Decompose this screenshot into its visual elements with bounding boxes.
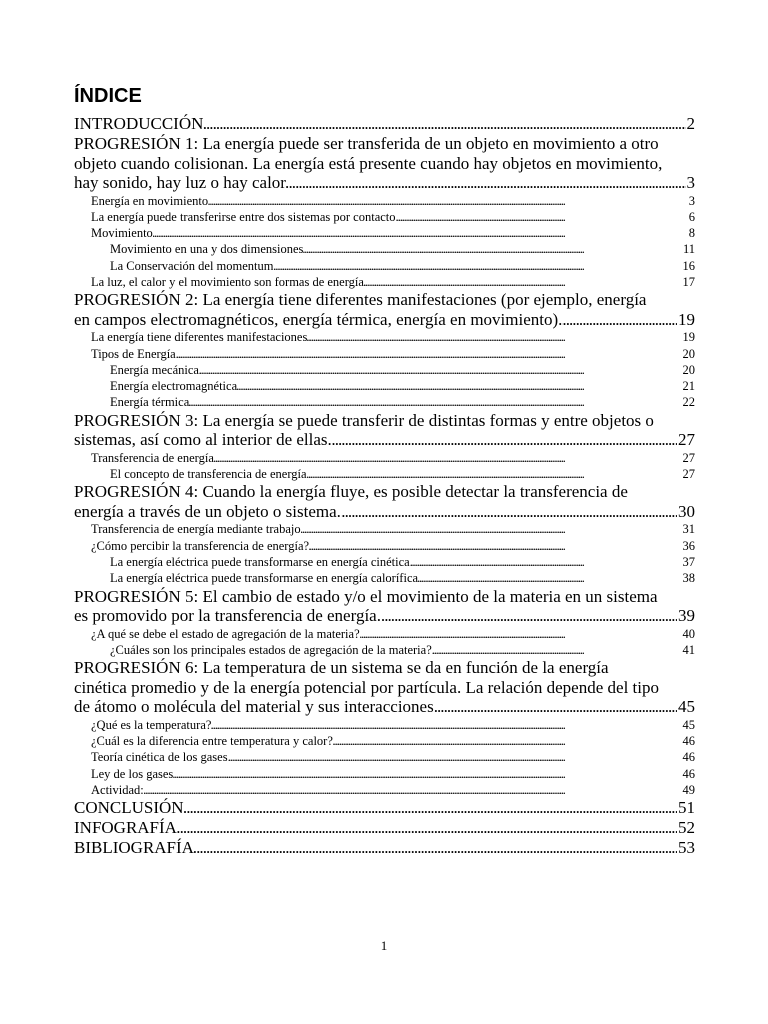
toc-entry-text: La energía eléctrica puede transformarse en energía cinética [110, 554, 410, 569]
toc-entry-text: PROGRESIÓN 1: La energía puede ser transferida de un objeto en movimiento a otro objeto cuando colisionan. La energía está presente cuando hay objetos en movimiento, hay sonido, hay luz o hay calor. [74, 134, 663, 192]
toc-entry[interactable] [91, 209, 695, 225]
toc-entry-text: ¿Cuál es la diferencia entre temperatura y calor? [91, 733, 333, 748]
toc-entry-text: La luz, el calor y el movimiento son formas de energía [91, 274, 364, 289]
toc-entry[interactable] [110, 642, 695, 658]
toc-entry-text: La energía puede transferirse entre dos sistemas por contacto [91, 209, 396, 224]
toc-entry[interactable] [91, 766, 695, 782]
toc-entry[interactable] [91, 749, 695, 765]
toc-entry-text: La energía tiene diferentes manifestaciones [91, 330, 308, 345]
toc-entry-text: La Conservación del momentum [110, 258, 274, 273]
toc-entry-text: PROGRESIÓN 2: La energía tiene diferentes manifestaciones (por ejemplo, energía en campos electromagnéticos, energía térmica, energía en movimiento). [74, 290, 647, 329]
toc-entry[interactable] [91, 225, 695, 241]
toc-entry[interactable] [91, 538, 695, 554]
page-number: 1 [380, 938, 388, 953]
toc-entry-page: 19 [682, 330, 695, 345]
toc-entry[interactable] [91, 450, 695, 466]
toc-entry[interactable] [110, 241, 695, 257]
toc-entry-page: 38 [682, 571, 695, 586]
toc-entry-text: CONCLUSIÓN [74, 798, 184, 818]
toc-entry[interactable] [110, 570, 695, 586]
toc-entry-page: 27 [682, 467, 695, 482]
toc-entry-text: Energía térmica [110, 395, 190, 410]
toc-entry-text: ¿A qué se debe el estado de agregación de la materia? [91, 626, 360, 641]
toc-entry-page: 27 [678, 430, 695, 450]
toc-entry-text: ¿Qué es la temperatura? [91, 717, 212, 732]
toc-entry[interactable] [74, 798, 695, 818]
toc-entry-text: ¿Cuáles son los principales estados de agregación de la materia? [110, 642, 432, 657]
toc-entry-page: 46 [682, 733, 695, 748]
toc-page [74, 84, 695, 858]
toc-entry-page: 37 [682, 554, 695, 569]
toc-entry[interactable] [91, 626, 695, 642]
toc-entry[interactable] [74, 134, 695, 193]
toc-entry[interactable] [74, 658, 695, 717]
toc-entry-page: 46 [682, 766, 695, 781]
toc-entry-page: 53 [678, 838, 695, 858]
toc-entry-page: 52 [678, 818, 695, 838]
toc-entry-text: Movimiento en una y dos dimensiones [110, 242, 304, 257]
toc-entry[interactable] [91, 346, 695, 362]
toc-entry-text: El concepto de transferencia de energía [110, 467, 307, 482]
toc-entry-page: 22 [682, 395, 695, 410]
toc-list [74, 114, 695, 858]
toc-entry-text: Movimiento [91, 226, 153, 241]
toc-entry-text: PROGRESIÓN 5: El cambio de estado y/o el movimiento de la materia en un sistema es promovido por la transferencia de energía. [74, 586, 658, 626]
toc-entry[interactable] [74, 482, 695, 521]
toc-entry-page: 8 [688, 226, 695, 241]
toc-entry[interactable] [74, 838, 695, 858]
toc-entry-page: 6 [688, 209, 695, 224]
toc-entry[interactable] [74, 818, 695, 838]
toc-entry-page: 16 [682, 258, 695, 273]
toc-entry[interactable] [91, 329, 695, 345]
toc-entry[interactable] [110, 362, 695, 378]
toc-entry-text: Tipos de Energía [91, 346, 176, 361]
toc-entry-text: Transferencia de energía [91, 450, 214, 465]
toc-entry-page: 46 [682, 750, 695, 765]
toc-entry[interactable] [110, 258, 695, 274]
toc-entry[interactable] [110, 378, 695, 394]
toc-heading: ÍNDICE [74, 85, 142, 107]
toc-entry-page: 11 [682, 242, 695, 257]
toc-entry-text: Teoría cinética de los gases [91, 750, 228, 765]
toc-entry-page: 27 [682, 450, 695, 465]
toc-entry-text: BIBLIOGRAFÍA [74, 838, 194, 858]
toc-entry-text: Actividad: [91, 782, 144, 797]
toc-entry-text: INTRODUCCIÓN [74, 114, 204, 133]
toc-entry-text: Transferencia de energía mediante trabajo [91, 522, 301, 537]
toc-entry-text: INFOGRAFÍA [74, 818, 177, 838]
toc-entry[interactable] [91, 782, 695, 798]
toc-entry-text: Energía en movimiento [91, 193, 209, 208]
toc-entry[interactable] [91, 733, 695, 749]
toc-entry-page: 19 [678, 309, 695, 329]
toc-entry-text: PROGRESIÓN 6: La temperatura de un sistema se da en función de la energía cinética promedio y de la energía potencial por partícula. La relación depende del tipo de átomo o molécula del material y sus interacciones. [74, 658, 659, 717]
toc-entry-page: 45 [682, 717, 695, 732]
toc-entry-page: 49 [682, 782, 695, 797]
toc-entry[interactable] [91, 521, 695, 537]
toc-entry-text: Energía electromagnética [110, 379, 238, 394]
toc-entry-text: Ley de los gases [91, 766, 174, 781]
toc-entry-page: 20 [682, 362, 695, 377]
toc-entry-page: 21 [682, 379, 695, 394]
toc-entry[interactable] [110, 394, 695, 410]
toc-entry[interactable] [74, 290, 695, 329]
toc-entry-page: 17 [682, 274, 695, 289]
toc-entry-page: 3 [686, 173, 695, 192]
toc-entry[interactable] [110, 466, 695, 482]
toc-entry-page: 40 [682, 626, 695, 641]
toc-entry-text: PROGRESIÓN 4: Cuando la energía fluye, es posible detectar la transferencia de energía a través de un objeto o sistema. [74, 482, 628, 521]
toc-entry-page: 31 [682, 522, 695, 537]
toc-entry-text: La energía eléctrica puede transformarse en energía calorífica [110, 571, 419, 586]
toc-entry-page: 39 [678, 606, 695, 626]
toc-entry-page: 30 [678, 501, 695, 521]
toc-entry-text: Energía mecánica [110, 362, 199, 377]
toc-entry[interactable] [91, 717, 695, 733]
toc-entry-page: 45 [678, 697, 695, 717]
toc-entry[interactable] [110, 554, 695, 570]
toc-entry-page: 51 [678, 798, 695, 818]
toc-entry[interactable] [74, 411, 695, 450]
toc-entry-page: 41 [682, 642, 695, 657]
toc-entry[interactable] [74, 114, 695, 134]
toc-entry-page: 36 [682, 538, 695, 553]
toc-entry[interactable] [74, 587, 695, 626]
toc-entry-text: ¿Cómo percibir la transferencia de energía? [91, 538, 310, 553]
toc-entry-page: 20 [682, 346, 695, 361]
toc-entry-page: 3 [688, 193, 695, 208]
toc-entry-page: 2 [686, 114, 695, 133]
toc-entry[interactable] [91, 274, 695, 290]
toc-entry-text: PROGRESIÓN 3: La energía se puede transferir de distintas formas y entre objetos o sistemas, así como al interior de ellas. [74, 410, 654, 450]
toc-entry[interactable] [91, 193, 695, 209]
